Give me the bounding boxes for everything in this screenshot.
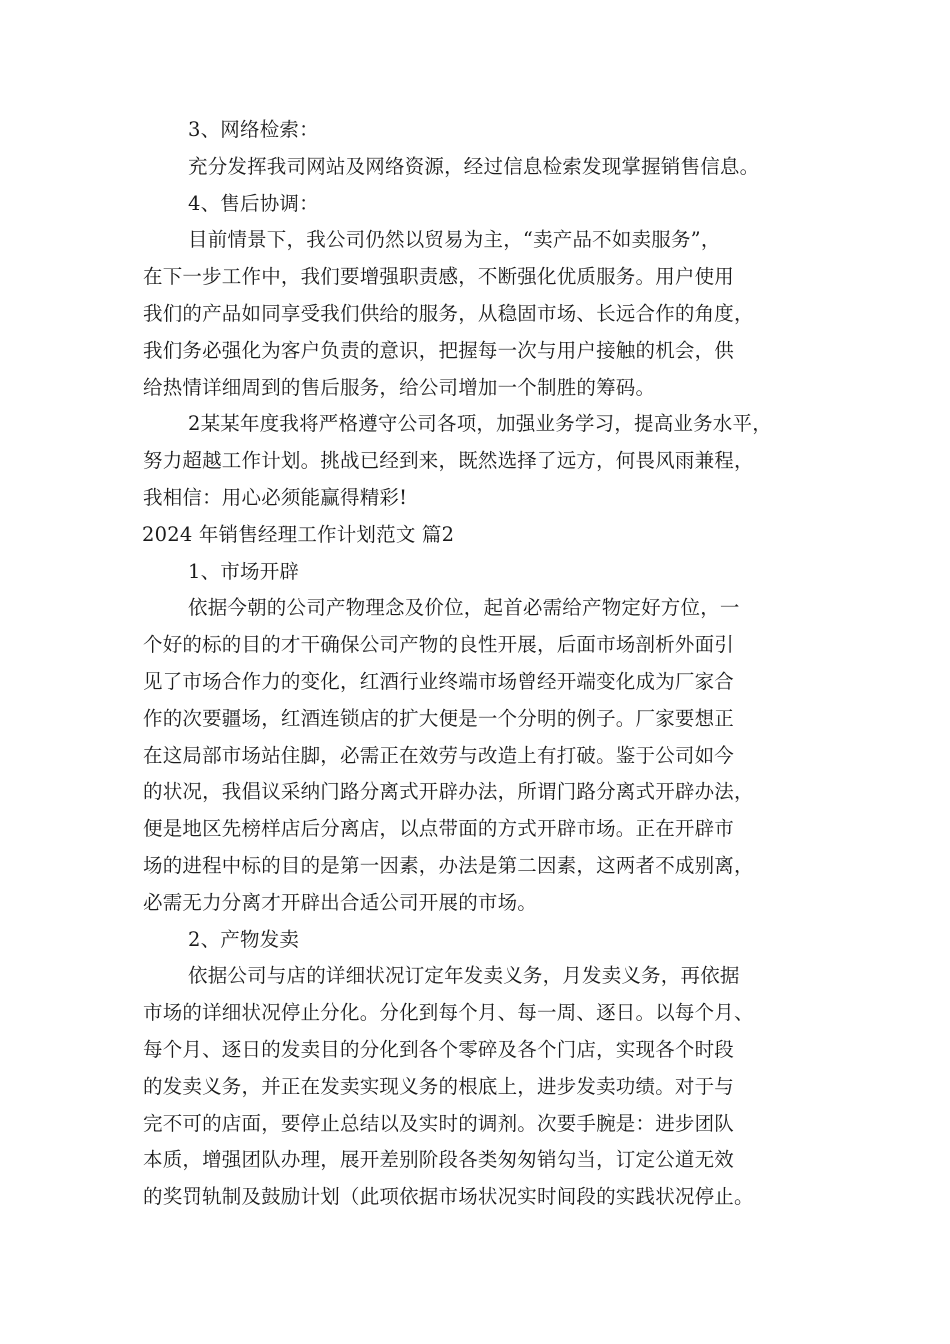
text-line: 努力超越工作计划。挑战已经到来，既然选择了远方，何畏风雨兼程， bbox=[143, 449, 754, 473]
text-line: 目前情景下，我公司仍然以贸易为主，“卖产品不如卖服务”， bbox=[188, 228, 721, 252]
text-line: 我们务必强化为客户负责的意识，把握每一次与用户接触的机会，供 bbox=[143, 338, 735, 362]
text-line: 在这局部市场站住脚，必需正在效劳与改造上有打破。鉴于公司如今 bbox=[143, 743, 735, 767]
text-line: 每个月、逐日的发卖目的分化到各个零碎及各个门店，实现各个时段 bbox=[143, 1037, 735, 1061]
text-line: 场的进程中标的目的是第一因素，办法是第二因素，这两者不成别离， bbox=[143, 853, 754, 877]
text-line: 充分发挥我司网站及网络资源，经过信息检索发现掌握销售信息。 bbox=[188, 154, 760, 178]
text-line: 必需无力分离才开辟出合适公司开展的市场。 bbox=[143, 890, 538, 914]
text-line: 的奖罚轨制及鼓励计划（此项依据市场状况实时间段的实践状况停止。 bbox=[143, 1185, 754, 1209]
section-title: 2024 年销售经理工作计划范文 篇2 bbox=[142, 522, 455, 546]
text-line: 本质，增强团队办理，展开差别阶段各类匆匆销勾当，订定公道无效 bbox=[143, 1148, 735, 1172]
text-line: 作的次要疆场，红酒连锁店的扩大便是一个分明的例子。厂家要想正 bbox=[143, 706, 735, 730]
text-line: 在下一步工作中，我们要增强职责感，不断强化优质服务。用户使用 bbox=[143, 265, 735, 289]
text-line: 2某某年度我将严格遵守公司各项，加强业务学习，提高业务水平， bbox=[188, 412, 772, 436]
text-line: 的发卖义务，并正在发卖实现义务的根底上，进步发卖功绩。对于与 bbox=[143, 1074, 735, 1098]
text-line: 我们的产品如同享受我们供给的服务，从稳固市场、长远合作的角度， bbox=[143, 301, 754, 325]
text-line: 个好的标的目的才干确保公司产物的良性开展，后面市场剖析外面引 bbox=[143, 633, 735, 657]
document-body bbox=[143, 112, 823, 1216]
text-line: 的状况，我倡议采纳门路分离式开辟办法，所谓门路分离式开辟办法， bbox=[143, 780, 754, 804]
text-line: 完不可的店面，要停止总结以及实时的调剂。次要手腕是：进步团队 bbox=[143, 1111, 735, 1135]
text-line: 依据公司与店的详细状况订定年发卖义务，月发卖义务，再依据 bbox=[188, 964, 740, 988]
text-line: 1、市场开辟 bbox=[188, 559, 300, 583]
text-line: 见了市场合作力的变化，红酒行业终端市场曾经开端变化成为厂家合 bbox=[143, 669, 735, 693]
text-line: 便是地区先榜样店后分离店，以点带面的方式开辟市场。正在开辟市 bbox=[143, 817, 735, 841]
text-line: 2、产物发卖 bbox=[188, 927, 300, 951]
text-line: 我相信：用心必须能赢得精彩! bbox=[143, 485, 408, 509]
text-line: 市场的详细状况停止分化。分化到每个月、每一周、逐日。以每个月、 bbox=[143, 1001, 754, 1025]
text-line: 3、网络检索： bbox=[188, 118, 319, 141]
text-line: 依据今朝的公司产物理念及价位，起首必需给产物定好方位，一 bbox=[188, 596, 740, 620]
text-line: 4、售后协调： bbox=[188, 191, 319, 215]
text-line: 给热情详细周到的售后服务，给公司增加一个制胜的筹码。 bbox=[143, 375, 656, 399]
